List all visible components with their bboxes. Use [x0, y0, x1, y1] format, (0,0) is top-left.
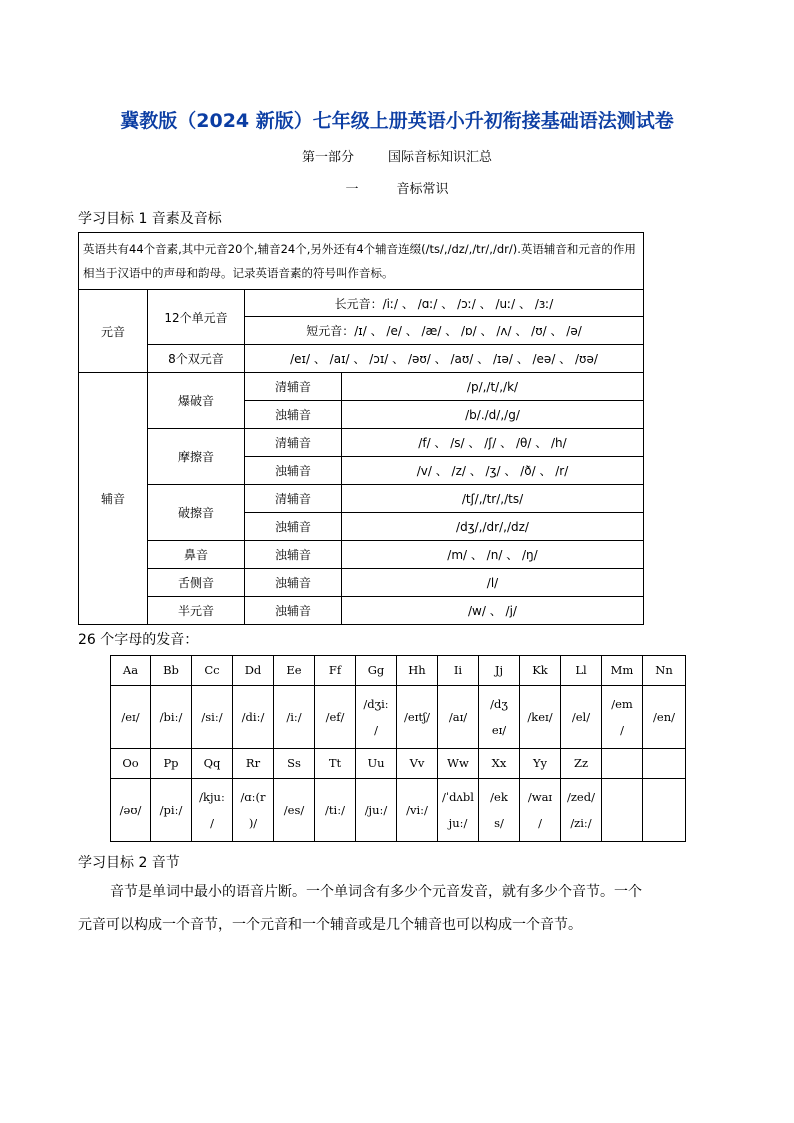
- letter-ipa-line: juː/: [448, 816, 468, 830]
- long-vowels: 长元音：/iː/ 、 /ɑː/ 、 /ɔː/ 、 /uː/ 、 /ɜː/: [245, 290, 644, 317]
- letter-ipa-cell: [561, 686, 602, 749]
- mono-vowel-label: 12个单元音: [148, 290, 245, 345]
- letter-cell: [643, 749, 686, 779]
- letter-cell: Tt: [315, 749, 356, 779]
- letter-ipa-line: /ef/: [325, 709, 345, 724]
- letter-ipa-line: /biː/: [159, 709, 183, 724]
- consonant-ipa: /dʒ/,/dr/,/dz/: [342, 513, 644, 541]
- voice-type: 清辅音: [245, 429, 342, 457]
- letter-ipa-line: /: [538, 816, 542, 830]
- letter-ipa-cell: [356, 686, 397, 749]
- letter-ipa-line: /diː/: [241, 709, 265, 724]
- part-name: 国际音标知识汇总: [388, 150, 493, 165]
- letter-ipa-cell: [602, 779, 643, 842]
- consonant-type: 破擦音: [148, 485, 245, 541]
- letter-ipa-line: /juː/: [364, 802, 388, 817]
- consonant-ipa: /m/ 、 /n/ 、 /ŋ/: [342, 541, 644, 569]
- letter-cell: Jj: [479, 656, 520, 686]
- consonant-type: 舌侧音: [148, 569, 245, 597]
- letter-ipa-cell: [315, 779, 356, 842]
- letter-ipa-line: /eɪ/: [121, 709, 140, 724]
- letter-ipa-cell: [602, 686, 643, 749]
- letter-cell: Ss: [274, 749, 315, 779]
- letter-ipa-line: )/: [248, 816, 258, 830]
- letter-ipa-line: /eɪtʃ/: [404, 709, 430, 724]
- letter-cell: Xx: [479, 749, 520, 779]
- letter-ipa-line: /dʒ: [490, 697, 508, 711]
- letter-ipa-cell: [274, 686, 315, 749]
- short-vowels: 短元音：/ɪ/ 、 /e/ 、 /æ/ 、 /ɒ/ 、 /ʌ/ 、 /ʊ/ 、 /ə/: [245, 317, 644, 345]
- letter-ipa-line: /el/: [571, 709, 591, 724]
- letter-ipa-line: /viː/: [406, 802, 428, 817]
- letter-cell: Yy: [520, 749, 561, 779]
- letter-ipa-cell: [397, 779, 438, 842]
- voice-type: 浊辅音: [245, 569, 342, 597]
- letter-ipa-cell: [111, 686, 151, 749]
- diphthong-label: 8个双元音: [148, 345, 245, 373]
- paragraph-line-2: 元音可以构成一个音节，一个元音和一个辅音或是几个辅音也可以构成一个音节。: [78, 917, 582, 933]
- letter-cell: Kk: [520, 656, 561, 686]
- letter-ipa-cell: [561, 779, 602, 842]
- letter-ipa-line: /tiː/: [325, 802, 345, 817]
- diphthongs: /eɪ/ 、 /aɪ/ 、 /ɔɪ/ 、 /əʊ/ 、 /aʊ/ 、 /ɪə/ 、 /eə/ 、 /ʊə/: [245, 345, 644, 373]
- letter-cell: Qq: [192, 749, 233, 779]
- letter-ipa-line: /: [374, 723, 378, 737]
- document-title: 冀教版（2024 新版）七年级上册英语小升初衔接基础语法测试卷: [120, 110, 674, 132]
- letter-ipa-cell: [111, 779, 151, 842]
- letter-ipa-cell: [397, 686, 438, 749]
- consonant-ipa: /l/: [342, 569, 644, 597]
- part-label: 第一部分: [301, 150, 354, 165]
- letter-cell: Ii: [438, 656, 479, 686]
- letter-cell: Pp: [151, 749, 192, 779]
- letter-cell: [602, 749, 643, 779]
- letter-ipa-cell: [643, 779, 686, 842]
- letter-ipa-line: /dʒiː: [363, 697, 389, 711]
- letter-ipa-line: /ziː/: [570, 816, 592, 830]
- part-heading: [0, 146, 794, 165]
- letter-cell: Ww: [438, 749, 479, 779]
- phoneme-table: [78, 232, 644, 625]
- letters-heading: 26 个字母的发音：: [78, 632, 199, 648]
- letter-ipa-line: /kjuː: [199, 790, 225, 804]
- letter-ipa-line: /piː/: [159, 802, 183, 817]
- letter-cell: Bb: [151, 656, 192, 686]
- letter-ipa-cell: [151, 779, 192, 842]
- section-heading: [0, 178, 794, 197]
- alphabet-table: [110, 655, 686, 842]
- vowel-label: 元音: [79, 290, 148, 373]
- consonant-ipa: /f/ 、 /s/ 、 /ʃ/ 、 /θ/ 、 /h/: [342, 429, 644, 457]
- letter-ipa-line: s/: [494, 816, 504, 830]
- letter-cell: Ff: [315, 656, 356, 686]
- letter-ipa-line: /: [210, 816, 214, 830]
- consonant-ipa: /v/ 、 /z/ 、 /ʒ/ 、 /ð/ 、 /r/: [342, 457, 644, 485]
- letter-cell: Aa: [111, 656, 151, 686]
- section-number: 一: [345, 182, 359, 197]
- voice-type: 浊辅音: [245, 513, 342, 541]
- goal1-heading: 学习目标 1 音素及音标: [78, 211, 222, 227]
- letter-ipa-line: /em: [611, 697, 633, 711]
- letter-ipa-cell: [192, 686, 233, 749]
- letter-ipa-cell: [438, 686, 479, 749]
- voice-type: 浊辅音: [245, 541, 342, 569]
- letter-ipa-line: /zed/: [567, 790, 595, 804]
- syllable-paragraph: [78, 876, 718, 942]
- consonant-type: 半元音: [148, 597, 245, 625]
- letter-cell: Nn: [643, 656, 686, 686]
- letter-cell: Vv: [397, 749, 438, 779]
- letter-ipa-line: /aɪ/: [448, 709, 468, 724]
- letter-ipa-cell: [356, 779, 397, 842]
- letter-ipa-line: /əʊ/: [119, 802, 142, 817]
- consonant-ipa: /tʃ/,/tr/,/ts/: [342, 485, 644, 513]
- consonant-type: 鼻音: [148, 541, 245, 569]
- letter-ipa-cell: [520, 779, 561, 842]
- consonant-ipa: /p/,/t/,/k/: [342, 373, 644, 401]
- letter-cell: Hh: [397, 656, 438, 686]
- consonant-label: 辅音: [79, 373, 148, 625]
- letter-cell: Uu: [356, 749, 397, 779]
- consonant-ipa: /w/ 、 /j/: [342, 597, 644, 625]
- letter-ipa-line: /keɪ/: [527, 709, 553, 724]
- letter-ipa-cell: [233, 779, 274, 842]
- letter-ipa-cell: [151, 686, 192, 749]
- letter-ipa-line: /iː/: [286, 709, 302, 724]
- letter-ipa-line: /es/: [283, 802, 305, 817]
- letter-ipa-line: /: [620, 723, 624, 737]
- letter-cell: Zz: [561, 749, 602, 779]
- voice-type: 清辅音: [245, 485, 342, 513]
- letter-cell: Rr: [233, 749, 274, 779]
- letter-ipa-line: /siː/: [201, 709, 223, 724]
- voice-type: 浊辅音: [245, 401, 342, 429]
- letter-cell: Oo: [111, 749, 151, 779]
- letter-ipa-line: /ɑː(r: [240, 790, 266, 804]
- letter-ipa-line: /waɪ: [527, 790, 553, 804]
- letter-cell: Ll: [561, 656, 602, 686]
- letter-cell: Ee: [274, 656, 315, 686]
- letter-cell: Gg: [356, 656, 397, 686]
- letter-ipa-line: /en/: [653, 709, 675, 724]
- letter-ipa-cell: [274, 779, 315, 842]
- letter-ipa-cell: [643, 686, 686, 749]
- letter-cell: Dd: [233, 656, 274, 686]
- letter-cell: Cc: [192, 656, 233, 686]
- letter-ipa-line: eɪ/: [491, 723, 507, 737]
- consonant-ipa: /b/./d/,/g/: [342, 401, 644, 429]
- voice-type: 清辅音: [245, 373, 342, 401]
- section-name: 音标常识: [396, 182, 449, 197]
- voice-type: 浊辅音: [245, 457, 342, 485]
- letter-ipa-cell: [233, 686, 274, 749]
- letter-ipa-line: /ek: [490, 790, 508, 804]
- letter-ipa-line: /ˈdʌbl: [442, 790, 474, 804]
- consonant-type: 爆破音: [148, 373, 245, 429]
- letter-ipa-cell: [520, 686, 561, 749]
- letter-ipa-cell: [192, 779, 233, 842]
- letter-ipa-cell: [479, 779, 520, 842]
- letter-ipa-cell: [438, 779, 479, 842]
- letter-ipa-cell: [479, 686, 520, 749]
- letter-ipa-cell: [315, 686, 356, 749]
- letter-cell: Mm: [602, 656, 643, 686]
- consonant-type: 摩擦音: [148, 429, 245, 485]
- intro-text: 英语共有44个音素,其中元音20个,辅音24个,另外还有4个辅音连缀(/ts/,/dz/,/tr/,/dr/).英语辅音和元音的作用相当于汉语中的声母和韵母。记录英语音素的符号叫作音标。: [79, 233, 644, 290]
- goal2-heading: 学习目标 2 音节: [78, 855, 180, 871]
- paragraph-line-1: 音节是单词中最小的语音片断。一个单词含有多少个元音发音，就有多少个音节。一个: [110, 884, 642, 900]
- voice-type: 浊辅音: [245, 597, 342, 625]
